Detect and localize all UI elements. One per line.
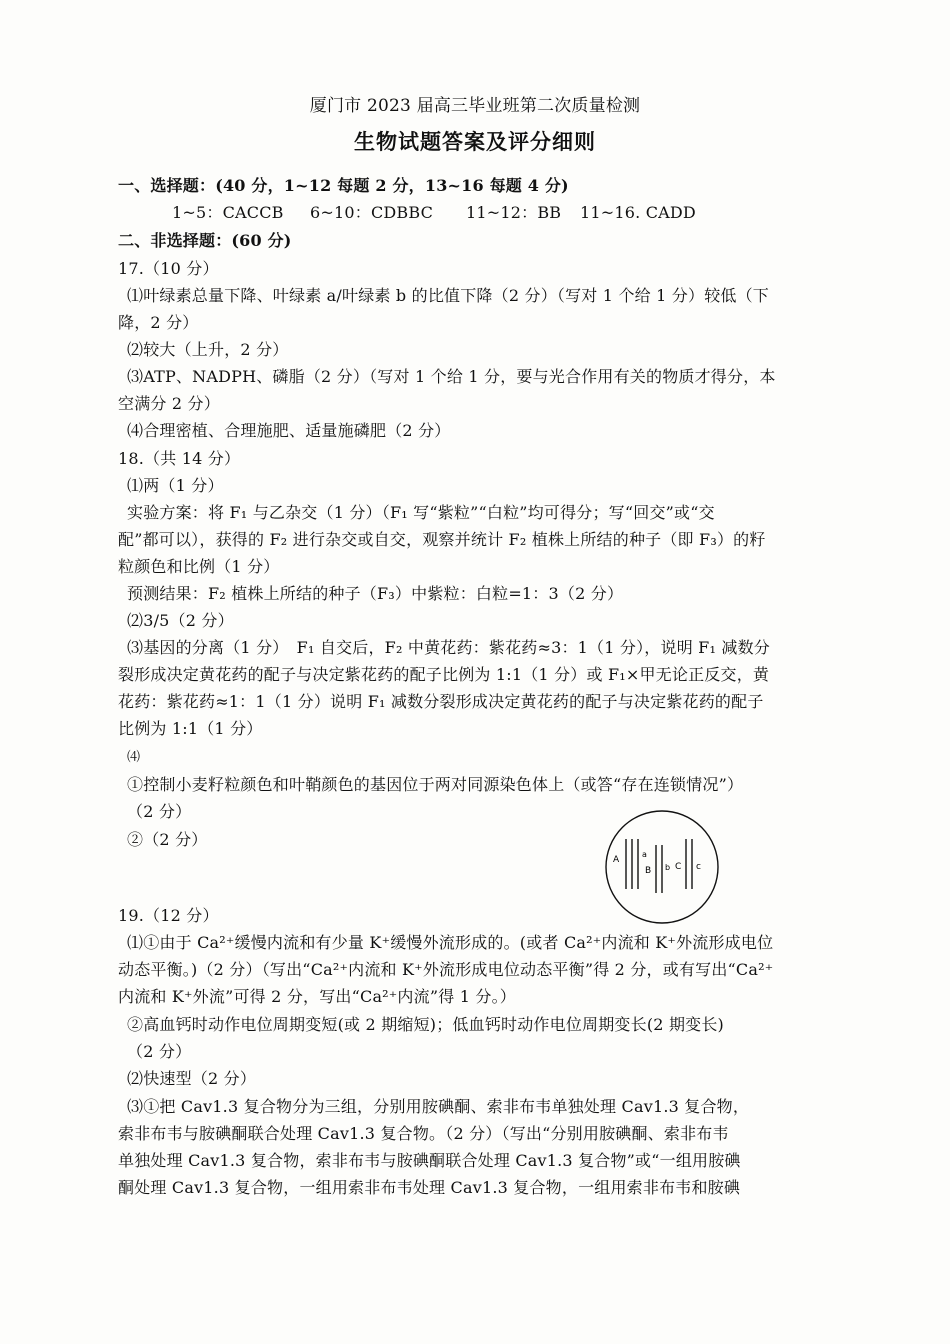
q18-line: 实验方案：将 F₁ 与乙杂交（1 分）（F₁ 写“紫粒”“白粒”均可得分；写“回交”或“交 bbox=[127, 503, 715, 522]
q18-line: 粒颜色和比例（1 分） bbox=[118, 557, 280, 576]
q18-title: 18.（共 14 分） bbox=[118, 449, 241, 468]
q19-line: 索非布韦与胺碘酮联合处理 Cav1.3 复合物。（2 分）（写出“分别用胺碘酮、索非布韦 bbox=[118, 1124, 729, 1143]
q17-line: ⑴叶绿素总量下降、叶绿素 a/叶绿素 b 的比值下降（2 分）（写对 1 个给 1 分）较低（下 bbox=[127, 286, 769, 305]
section2-heading: 二、非选择题：(60 分) bbox=[118, 231, 292, 250]
answer-group-3: 11~12：BB bbox=[466, 203, 562, 222]
q17-line: ⑵较大（上升，2 分） bbox=[127, 340, 289, 359]
q19-line: （2 分） bbox=[127, 1042, 192, 1061]
q17-line: 降，2 分） bbox=[118, 313, 199, 332]
q19-line: 酮处理 Cav1.3 复合物，一组用索非布韦处理 Cav1.3 复合物，一组用索非布韦和胺碘 bbox=[118, 1178, 741, 1197]
q18-line: 配”都可以），获得的 F₂ 进行杂交或自交，观察并统计 F₂ 植株上所结的种子（即 F₃）的籽 bbox=[118, 530, 766, 549]
answer-group-1: 1~5：CACCB bbox=[172, 203, 284, 222]
q18-line: 裂形成决定黄花药的配子与决定紫花药的配子比例为 1:1（1 分）或 F₁×甲无论正反交，黄 bbox=[118, 665, 770, 684]
allele-label: b bbox=[665, 863, 671, 872]
chromosome-diagram bbox=[598, 809, 726, 925]
q17-line: 空满分 2 分） bbox=[118, 394, 220, 413]
q18-line: 比例为 1:1（1 分） bbox=[118, 719, 263, 738]
q19-line: ⑶①把 Cav1.3 复合物分为三组，分别用胺碘酮、索非布韦单独处理 Cav1.3 复合物， bbox=[127, 1097, 750, 1116]
q18-line: 预测结果：F₂ 植株上所结的种子（F₃）中紫粒：白粒=1：3（2 分） bbox=[127, 584, 624, 603]
q18-line: ⑵3/5（2 分） bbox=[127, 611, 234, 630]
exam-subtitle: 厦门市 2023 届高三毕业班第二次质量检测 bbox=[309, 96, 641, 116]
q19-line: 单独处理 Cav1.3 复合物，索非布韦与胺碘酮联合处理 Cav1.3 复合物”或“一组用胺碘 bbox=[118, 1151, 741, 1170]
allele-label: B bbox=[645, 866, 652, 876]
q19-line: 内流和 K⁺外流”可得 2 分，写出“Ca²⁺内流”得 1 分。） bbox=[118, 987, 516, 1006]
q18-line: ⑷ bbox=[127, 750, 141, 765]
answer-group-4: 11~16. CADD bbox=[580, 203, 696, 222]
q19-line: ②高血钙时动作电位周期变短(或 2 期缩短)；低血钙时动作电位周期变长(2 期变长) bbox=[127, 1015, 724, 1034]
q18-line: ⑶基因的分离（1 分） F₁ 自交后，F₂ 中黄花药：紫花药≈3：1（1 分），说明 F₁ 减数分 bbox=[127, 638, 770, 657]
page-title: 生物试题答案及评分细则 bbox=[354, 129, 596, 154]
q19-line: ⑵快速型（2 分） bbox=[127, 1069, 257, 1088]
allele-label: c bbox=[696, 862, 701, 872]
allele-label: C bbox=[675, 862, 682, 872]
section1-heading: 一、选择题：(40 分，1~12 每题 2 分，13~16 每题 4 分) bbox=[118, 176, 569, 195]
q17-line: ⑶ATP、NADPH、磷脂（2 分）（写对 1 个给 1 分，要与光合作用有关的物质才得分，本 bbox=[127, 367, 776, 386]
q19-line: ⑴①由于 Ca²⁺缓慢内流和有少量 K⁺缓慢外流形成的。(或者 Ca²⁺内流和 K⁺外流形成电位 bbox=[127, 933, 774, 952]
q17-line: ⑷合理密植、合理施肥、适量施磷肥（2 分） bbox=[127, 421, 451, 440]
answer-group-2: 6~10：CDBBC bbox=[310, 203, 434, 222]
q19-line: 动态平衡。)（2 分）（写出“Ca²⁺内流和 K⁺外流形成电位动态平衡”得 2 分，或有写出“Ca²⁺ bbox=[118, 960, 774, 979]
q18-line: ①控制小麦籽粒颜色和叶鞘颜色的基因位于两对同源染色体上（或答“存在连锁情况”） bbox=[127, 775, 744, 794]
q18-line: 花药：紫花药≈1：1（1 分）说明 F₁ 减数分裂形成决定黄花药的配子与决定紫花药的配子 bbox=[118, 692, 764, 711]
q18-line: （2 分） bbox=[127, 802, 192, 821]
q19-title: 19.（12 分） bbox=[118, 906, 219, 925]
q18-line: ⑴两（1 分） bbox=[127, 476, 224, 495]
allele-label: A bbox=[613, 855, 620, 865]
choice-answers bbox=[172, 202, 696, 224]
q17-title: 17.（10 分） bbox=[118, 259, 219, 278]
q18-line: ②（2 分） bbox=[127, 830, 208, 849]
allele-label: a bbox=[642, 850, 647, 859]
